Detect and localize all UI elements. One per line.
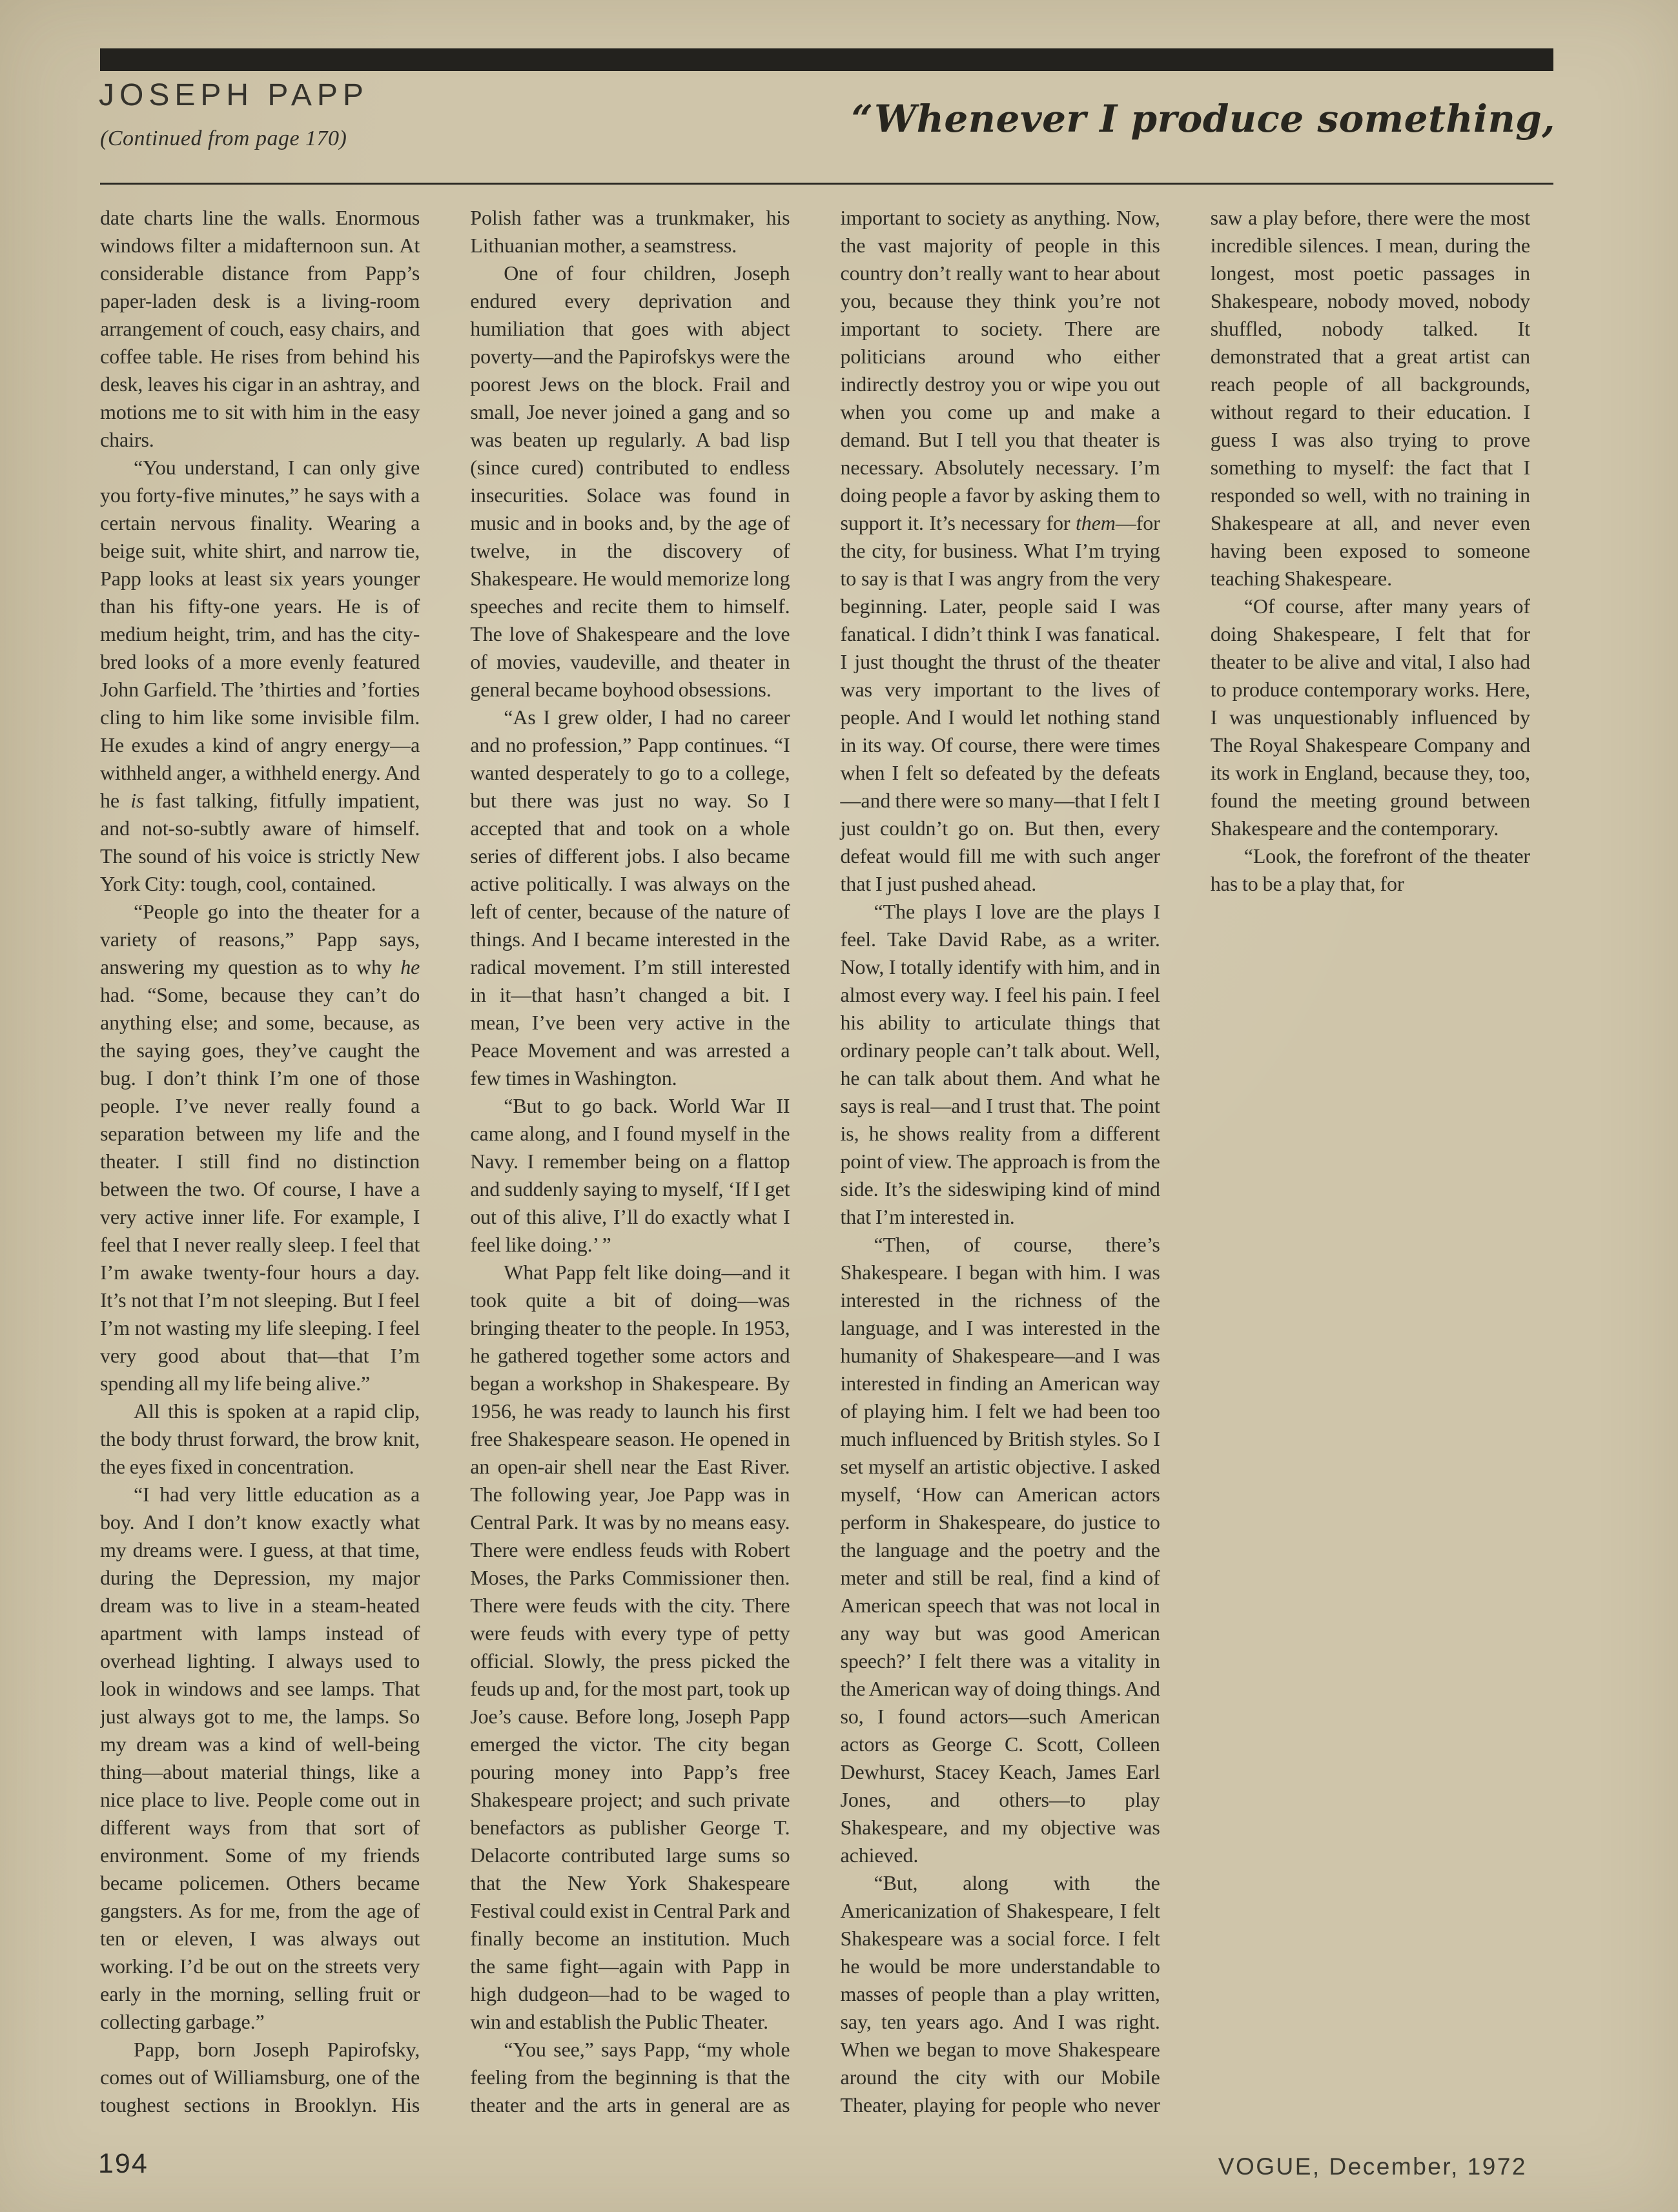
header-rule — [100, 183, 1553, 185]
publication-line: VOGUE, December, 1972 — [1218, 2153, 1527, 2180]
header-black-bar — [100, 48, 1553, 71]
continued-from-note: (Continued from page 170) — [100, 127, 347, 150]
article-paragraph: “But, along with the Americanization of Shakespeare, I felt Shakespeare was a social force. I felt he would be more understandable to masses of people than a play written, say, ten years ago. And I was right. When we began to move Shakespeare around the city with our Mobile Theater, playing for people who never saw a play before, there were the most incredible silences. I mean, during the longest, most poetic passages in Shakespeare, nobody moved, nobody shuffled, nobody talked. It demonstrated that a great artist can reach people of all backgrounds, without regard to their education. I guess I was also trying to prove something to myself: the fact that I responded so well, with no training in Shakespeare at all, and never even having been exposed to someone teaching Shakespeare. — [840, 206, 1530, 2116]
article-paragraph: “People go into the theater for a variety of reasons,” Papp says, answering my question as to why he had. “Some, because they can’t do anything else; and some, because, as the saying goes, they’ve caught the bug. I don’t think I’m one of those people. I’ve never really found a separation between my life and the theater. I still find no distinction between the two. Of course, I have a very active inner life. For example, I feel that I never really sleep. I feel that I’m awake twenty-four hours a day. It’s not that I’m not sleeping. But I feel I’m not wasting my life sleeping. I feel very good about that—that I’m spending all my life being alive.” — [100, 900, 420, 1395]
page-number: 194 — [98, 2148, 148, 2179]
article-paragraph: Papp, born Joseph Papirofsky, comes out of Williamsburg, one of the toughest sections in Brooklyn. His Polish father was a trunkmaker, his Lithuanian mother, a seamstress. — [100, 206, 790, 2116]
article-paragraph: “I had very little education as a boy. And I don’t know exactly what my dreams were. I guess, at that time, during the Depression, my major dream was to live in a steam-heated apartment with lamps instead of overhead lighting. I always used to look in windows and see lamps. That just always got to me, the lamps. So my dream was a kind of well-being thing—about material things, like a nice place to live. People come out in different ways from that sort of environment. Some of my friends became policemen. Others became gangsters. As for me, from the age of ten or eleven, I was always out working. I’d be out on the streets very early in the morning, selling fruit or collecting garbage.” — [100, 1483, 420, 2033]
article-paragraph: “Of course, after many years of doing Shakespeare, I felt that for theater to be alive and vital, I also had to produce contemporary works. Here, I was unquestionably influenced by The Royal Shakespeare Company and its work in England, because they, too, found the meeting ground between Shakespeare and the contemporary. — [1210, 594, 1530, 840]
article-paragraph: “You see,” says Papp, “my whole feeling from the beginning is that the theater and the arts in general are as important to society as anything. Now, the vast majority of people in this country don’t really want to hear about you, because they think you’re not important to society. There are politicians around who either indirectly destroy you or wipe you out when you come up and make a demand. But I tell you that theater is necessary. Absolutely necessary. I’m doing people a favor by asking them to support it. It’s necessary for them—for the city, for business. What I’m trying to say is that I was angry from the very beginning. Later, people said I was fanatical. I didn’t think I was fanatical. I just thought the thrust of the theater was very important to the lives of people. And I would let nothing stand in its way. Of course, there were times when I felt so defeated by the defeats—and there were so many—that I felt I just couldn’t go on. But then, every defeat would fill me with such anger that I just pushed ahead. — [470, 206, 1160, 2116]
article-title: JOSEPH PAPP — [99, 78, 369, 112]
article-paragraph: “As I grew older, I had no career and no profession,” Papp continues. “I wanted desperately to go to a college, but there was just no way. So I accepted that and took on a whole series of different jobs. I also became active politically. I was always on the left of center, because of the nature of things. And I became interested in the radical movement. I’m still interested in it—that hasn’t changed a bit. I mean, I’ve been very active in the Peace Movement and was arrested a few times in Washington. — [470, 705, 790, 1090]
article-paragraph: “Look, the forefront of the theater has to be a play that, for — [1210, 844, 1530, 895]
article-paragraph: “But to go back. World War II came along, and I found myself in the Navy. I remember being on a flattop and suddenly saying to myself, ‘If I get out of this alive, I’ll do exactly what I feel like doing.’ ” — [470, 1094, 790, 1256]
article-paragraph: “Then, of course, there’s Shakespeare. I began with him. I was interested in the richness of the language, and I was interested in the humanity of Shakespeare—and I was interested in finding an American way of playing him. I felt we had been too much influenced by British styles. So I set myself an artistic objective. I asked myself, ‘How can American actors perform in Shakespeare, do justice to the language and the poetry and the meter and still be real, find a kind of American speech that was not local in any way but was good American speech?’ I felt there was a vitality in the American way of doing things. And so, I found actors—such American actors as George C. Scott, Colleen Dewhurst, Stacey Keach, James Earl Jones, and others—to play Shakespeare, and my objective was achieved. — [840, 1233, 1160, 1867]
pull-quote: “Whenever I produce something, — [851, 97, 1555, 141]
article-paragraph: “The plays I love are the plays I feel. Take David Rabe, as a writer. Now, I totally identify with him, and in almost every way. I feel his pain. I feel his ability to articulate things that ordinary people can’t talk about. Well, he can talk about them. And what he says is real—and I trust that. The point is, he shows reality from a different point of view. The approach is from the side. It’s the sideswiping kind of mind that I’m interested in. — [840, 900, 1160, 1228]
article-paragraph: date charts line the walls. Enormous windows filter a midafternoon sun. At considerable distance from Papp’s paper-laden desk is a living-room arrangement of couch, easy chairs, and coffee table. He rises from behind his desk, leaves his cigar in an ashtray, and motions me to sit with him in the easy chairs. — [100, 206, 420, 451]
article-paragraph: All this is spoken at a rapid clip, the body thrust forward, the brow knit, the eyes fixed in concentration. — [100, 1399, 420, 1478]
article-paragraph: “You understand, I can only give you forty-five minutes,” he says with a certain nervous finality. Wearing a beige suit, white shirt, and narrow tie, Papp looks at least six years younger than his fifty-one years. He is of medium height, trim, and has the city-bred looks of a more evenly featured John Garfield. The ’thirties and ’forties cling to him like some invisible film. He exudes a kind of angry energy—a withheld anger, a withheld energy. And he is fast talking, fitfully impatient, and not-so-subtly aware of himself. The sound of his voice is strictly New York City: tough, cool, contained. — [100, 456, 420, 895]
article-paragraph: One of four children, Joseph endured every deprivation and humiliation that goes with abject poverty—and the Papirofskys were the poorest Jews on the block. Frail and small, Joe never joined a gang and so was beaten up regularly. A bad lisp (since cured) contributed to endless insecurities. Solace was found in music and in books and, by the age of twelve, in the discovery of Shakespeare. He would memorize long speeches and recite them to himself. The love of Shakespeare and the love of movies, vaudeville, and theater in general became boyhood obsessions. — [470, 261, 790, 701]
article-body — [100, 204, 1530, 2140]
article-paragraph: What Papp felt like doing—and it took quite a bit of doing—was bringing theater to the people. In 1953, he gathered together some actors and began a workshop in Shakespeare. By 1956, he was ready to launch his first free Shakespeare season. He opened in an open-air shell near the East River. The following year, Joe Papp was in Central Park. It was by no means easy. There were endless feuds with Robert Moses, the Parks Commissioner then. There were feuds with the city. There were feuds with every type of petty official. Slowly, the press picked the feuds up and, for the most part, took up Joe’s cause. Before long, Joseph Papp emerged the victor. The city began pouring money into Papp’s free Shakespeare project; and such private benefactors as publisher George T. Delacorte contributed large sums so that the New York Shakespeare Festival could exist in Central Park and finally become an institution. Much the same fight—again with Papp in high dudgeon—had to be waged to win and establish the Public Theater. — [470, 1261, 790, 2033]
